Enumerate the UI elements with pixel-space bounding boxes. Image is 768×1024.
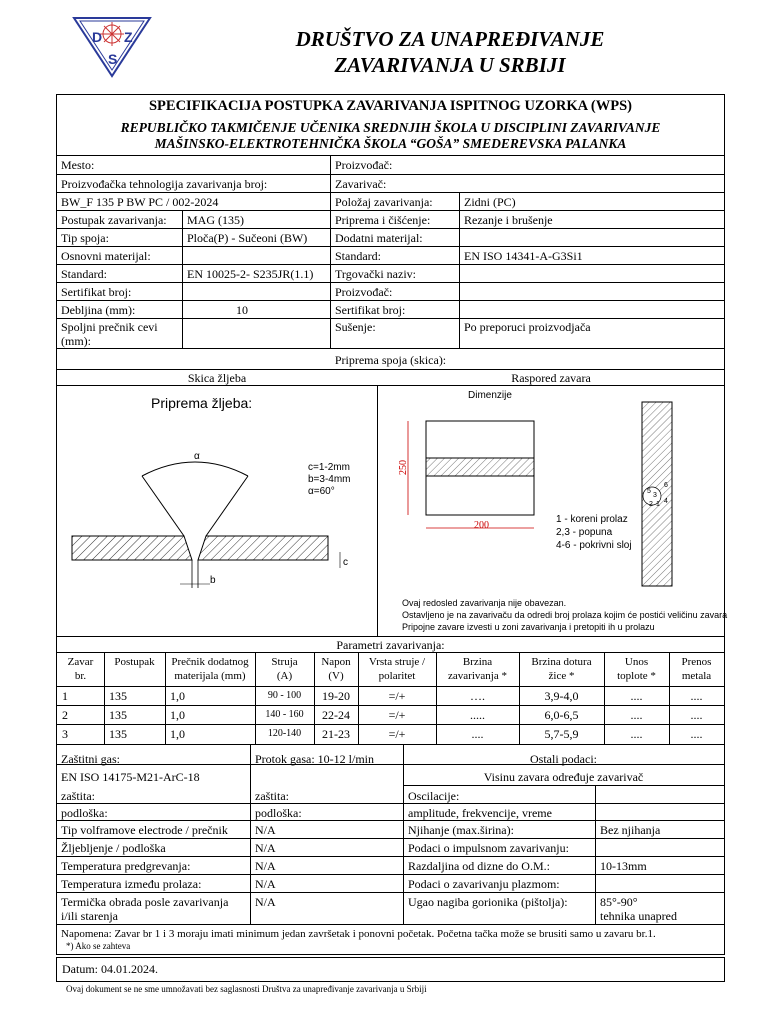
weld-arrangement-sketch bbox=[380, 388, 728, 633]
zastitni-gas-label: Zaštitni gas: bbox=[61, 752, 120, 766]
doc-title: SPECIFIKACIJA POSTUPKA ZAVARIVANJA ISPITNOG UZORKA (WPS) bbox=[148, 98, 633, 114]
ugao-value-2: tehnika unapred bbox=[600, 909, 677, 923]
proizvodjac2-label: Proizvođač: bbox=[335, 285, 393, 299]
params-cell-0-3: 90 - 100 bbox=[267, 690, 302, 701]
zljeblj-label: Žljebljenje / podloška bbox=[61, 841, 166, 855]
razdaljina-value: 10-13mm bbox=[600, 859, 647, 873]
polozaj-value: Zidni (PC) bbox=[464, 195, 516, 209]
polozaj-label: Položaj zavarivanja: bbox=[335, 195, 433, 209]
dim-alpha: α=60° bbox=[308, 486, 335, 497]
copyright-note: Ovaj dokument se ne sme umnožavati bez saglasnosti Društva za unapređivanje zavarivanja u Srbiji bbox=[66, 984, 427, 994]
sketch-note-3: Pripojne zavare izvesti u zoni zavarivanja i pretopiti ih u prolazu bbox=[402, 622, 655, 632]
susenje-value: Po preporuci proizvodjača bbox=[464, 320, 591, 334]
predgrev-label: Temperatura predgrevanja: bbox=[61, 859, 191, 873]
sketch-left-title: Skica žljeba bbox=[187, 371, 247, 385]
predgrev-value: N/A bbox=[255, 859, 276, 873]
izmedju-label: Temperatura između prolaza: bbox=[61, 877, 202, 891]
impuls-label: Podaci o impulsnom zavarivanju: bbox=[408, 841, 569, 855]
susenje-label: Sušenje: bbox=[335, 320, 376, 334]
volfram-value: N/A bbox=[255, 823, 276, 837]
c-label: c bbox=[343, 557, 348, 568]
params-cell-0-4: 19-20 bbox=[322, 689, 350, 703]
params-header-2-1: materijala (mm) bbox=[174, 670, 246, 682]
org-title-line2: ZAVARIVANJA U SRBIJI bbox=[334, 53, 566, 77]
priprema-value: Rezanje i brušenje bbox=[464, 213, 553, 227]
params-header-8-1: toplote * bbox=[617, 670, 656, 682]
params-header-3-0: Struja bbox=[271, 656, 298, 668]
pass-number-6: 6 bbox=[664, 482, 668, 489]
zastita2-label: zaštita: bbox=[255, 789, 289, 803]
params-title: Parametri zavarivanja: bbox=[336, 638, 445, 652]
params-cell-0-8: .... bbox=[630, 689, 643, 703]
precnik-label-1: Spoljni prečnik cevi bbox=[61, 320, 158, 334]
termicka-label-1: Termička obrada posle zavarivanja bbox=[61, 895, 229, 909]
groove-sketch bbox=[60, 388, 375, 633]
logo bbox=[72, 16, 152, 78]
params-cell-1-5: =/+ bbox=[388, 708, 406, 722]
sketch-right-title: Raspored zavara bbox=[511, 371, 591, 385]
params-header-4-0: Napon bbox=[321, 656, 351, 668]
osnovni-label: Osnovni materijal: bbox=[61, 249, 151, 263]
params-cell-1-9: .... bbox=[690, 708, 703, 722]
params-cell-2-5: =/+ bbox=[388, 727, 406, 741]
params-cell-0-0: 1 bbox=[62, 689, 68, 703]
doc-subtitle-1: REPUBLIČKO TAKMIČENJE UČENIKA SREDNJIH ŠKOLA U DISCIPLINI ZAVARIVANJE bbox=[120, 120, 661, 135]
params-header-7-1: žice * bbox=[548, 670, 575, 682]
ugao-label: Ugao nagiba gorionika (pištolja): bbox=[408, 895, 568, 909]
footnote: *) Ako se zahteva bbox=[66, 941, 131, 951]
pass-number-3: 3 bbox=[653, 492, 657, 499]
oscilacije-value: amplitude, frekvencije, vreme bbox=[408, 806, 552, 820]
tip-spoja-value: Ploča(P) - Sučeoni (BW) bbox=[187, 231, 308, 245]
params-cell-2-6: .... bbox=[471, 727, 484, 741]
volfram-label: Tip volframove electrode / prečnik bbox=[61, 823, 228, 837]
postupak-label: Postupak zavarivanja: bbox=[61, 213, 167, 227]
sketch-note-1: Ovaj redosled zavarivanja nije obavezan. bbox=[402, 598, 567, 608]
trgovacki-label: Trgovački naziv: bbox=[335, 267, 416, 281]
plazma-label: Podaci o zavarivanju plazmom: bbox=[408, 877, 560, 891]
njihanje-label: Njihanje (max.širina): bbox=[408, 823, 514, 837]
pass-number-4: 4 bbox=[664, 498, 668, 505]
napomena: Napomena: Zavar br 1 i 3 moraju imati minimum jedan završetak i ponovni početak. Početna tačka može se brusiti samo u zavaru br.1. bbox=[61, 928, 656, 940]
dim-200: 200 bbox=[474, 520, 489, 531]
params-cell-0-2: 1,0 bbox=[170, 689, 185, 703]
params-cell-0-5: =/+ bbox=[388, 689, 406, 703]
debljina-label: Debljina (mm): bbox=[61, 303, 136, 317]
izmedju-value: N/A bbox=[255, 877, 276, 891]
legend-2: 2,3 - popuna bbox=[556, 527, 613, 538]
razdaljina-label: Razdaljina od dizne do O.M.: bbox=[408, 859, 550, 873]
oscilacije-label: Oscilacije: bbox=[408, 789, 460, 803]
sketch-note-2: Ostavljeno je na zavarivaču da odredi broj prolaza kojim će postići veličinu zavara bbox=[402, 610, 728, 620]
protok-label: Protok gasa: 10-12 l/min bbox=[255, 752, 374, 766]
postupak-value: MAG (135) bbox=[187, 213, 244, 227]
params-header-3-1: (A) bbox=[276, 670, 293, 682]
params-header-8-0: Unos bbox=[624, 656, 649, 668]
params-cell-0-1: 135 bbox=[109, 689, 127, 703]
datum: Datum: 04.01.2024. bbox=[62, 962, 158, 976]
doc-subtitle-2: MAŠINSKO-ELEKTROTEHNIČKA ŠKOLA “GOŠA” SMEDEREVSKA PALANKA bbox=[154, 136, 627, 151]
legend-3: 4-6 - pokrivni sloj bbox=[556, 540, 632, 551]
dim-b: b=3-4mm bbox=[308, 474, 351, 485]
dim-250: 250 bbox=[398, 460, 409, 475]
params-cell-0-9: .... bbox=[690, 689, 703, 703]
sketch-section-title: Priprema spoja (skica): bbox=[334, 353, 447, 367]
params-cell-0-6: …. bbox=[470, 689, 485, 703]
params-cell-1-2: 1,0 bbox=[170, 708, 185, 722]
params-header-5-1: polaritet bbox=[378, 670, 416, 682]
params-cell-2-0: 3 bbox=[62, 727, 68, 741]
sertifikat-label: Sertifikat broj: bbox=[61, 285, 132, 299]
logo-letter-s: S bbox=[108, 51, 118, 67]
params-header-2-0: Prečnik dodatnog bbox=[171, 656, 249, 668]
params-cell-2-9: .... bbox=[690, 727, 703, 741]
params-cell-1-0: 2 bbox=[62, 708, 68, 722]
zastita-label: zaštita: bbox=[61, 789, 95, 803]
params-cell-1-4: 22-24 bbox=[322, 708, 350, 722]
params-cell-2-2: 1,0 bbox=[170, 727, 185, 741]
gas-value: EN ISO 14175-M21-ArC-18 bbox=[61, 770, 200, 784]
params-header-0-1: br. bbox=[74, 670, 87, 682]
sertifikat2-label: Sertifikat broj: bbox=[335, 303, 406, 317]
tehnologija-value: BW_F 135 P BW PC / 002-2024 bbox=[61, 195, 219, 209]
dodatni-label: Dodatni materijal: bbox=[335, 231, 423, 245]
priprema-label: Priprema i čišćenje: bbox=[335, 213, 431, 227]
params-header-7-0: Brzina dotura bbox=[531, 656, 592, 668]
alpha-label: α bbox=[194, 451, 200, 462]
dim-c: c=1-2mm bbox=[308, 462, 350, 473]
tip-spoja-label: Tip spoja: bbox=[61, 231, 109, 245]
standard-dodatni-value: EN ISO 14341-A-G3Si1 bbox=[464, 249, 583, 263]
params-header-6-0: Brzina bbox=[462, 656, 493, 668]
pass-number-2: 2 bbox=[649, 501, 653, 508]
standard-osnovni-value: EN 10025-2- S235JR(1.1) bbox=[187, 267, 314, 281]
params-cell-2-4: 21-23 bbox=[322, 727, 350, 741]
params-header-4-1: (V) bbox=[328, 670, 344, 682]
params-cell-1-6: ..... bbox=[470, 708, 485, 722]
params-cell-1-3: 140 - 160 bbox=[265, 709, 304, 720]
ostali-label: Ostali podaci: bbox=[530, 752, 597, 766]
tehnologija-label: Proizvođačka tehnologija zavarivanja broj: bbox=[61, 177, 268, 191]
ugao-value-1: 85°-90° bbox=[600, 895, 638, 909]
dimenzije-label: Dimenzije bbox=[468, 390, 512, 401]
precnik-label-2: (mm): bbox=[61, 334, 91, 348]
params-header-9-0: Prenos bbox=[681, 656, 712, 668]
params-cell-1-1: 135 bbox=[109, 708, 127, 722]
mesto-label: Mesto: bbox=[61, 158, 95, 172]
params-cell-2-1: 135 bbox=[109, 727, 127, 741]
pass-number-1: 1 bbox=[656, 501, 660, 508]
groove-title: Priprema žljeba: bbox=[151, 395, 253, 411]
visina-value: Visinu zavara određuje zavarivač bbox=[483, 770, 644, 784]
termicka-label-2: i/ili starenja bbox=[61, 909, 118, 923]
logo-letter-d: D bbox=[92, 29, 103, 45]
standard-osnovni-label: Standard: bbox=[61, 267, 107, 281]
params-header-0-0: Zavar bbox=[67, 656, 94, 668]
legend-1: 1 - koreni prolaz bbox=[556, 514, 628, 525]
pass-number-5: 5 bbox=[647, 488, 651, 495]
params-header-6-1: zavarivanja * bbox=[448, 670, 507, 682]
params-header-9-1: metala bbox=[681, 670, 712, 682]
b-label: b bbox=[210, 575, 216, 586]
zavarivac-label: Zavarivač: bbox=[335, 177, 387, 191]
debljina-value: 10 bbox=[236, 303, 248, 317]
org-title-line1: DRUŠTVO ZA UNAPREĐIVANJE bbox=[295, 27, 605, 51]
proizvodjac-label: Proizvođač: bbox=[335, 158, 393, 172]
params-cell-1-8: .... bbox=[630, 708, 643, 722]
params-cell-1-7: 6,0-6,5 bbox=[544, 708, 579, 722]
njihanje-value: Bez njihanja bbox=[600, 823, 661, 837]
params-header-1-0: Postupak bbox=[114, 656, 155, 668]
zljeblj-value: N/A bbox=[255, 841, 276, 855]
standard-dodatni-label: Standard: bbox=[335, 249, 381, 263]
params-cell-2-8: .... bbox=[630, 727, 643, 741]
podloska-label: podloška: bbox=[61, 806, 108, 820]
params-cell-0-7: 3,9-4,0 bbox=[544, 689, 579, 703]
logo-letter-z: Z bbox=[124, 29, 133, 45]
podloska2-label: podloška: bbox=[255, 806, 302, 820]
params-cell-2-3: 120-140 bbox=[267, 728, 302, 739]
termicka-value: N/A bbox=[255, 895, 276, 909]
params-cell-2-7: 5,7-5,9 bbox=[544, 727, 579, 741]
params-header-5-0: Vrsta struje / bbox=[368, 656, 426, 668]
